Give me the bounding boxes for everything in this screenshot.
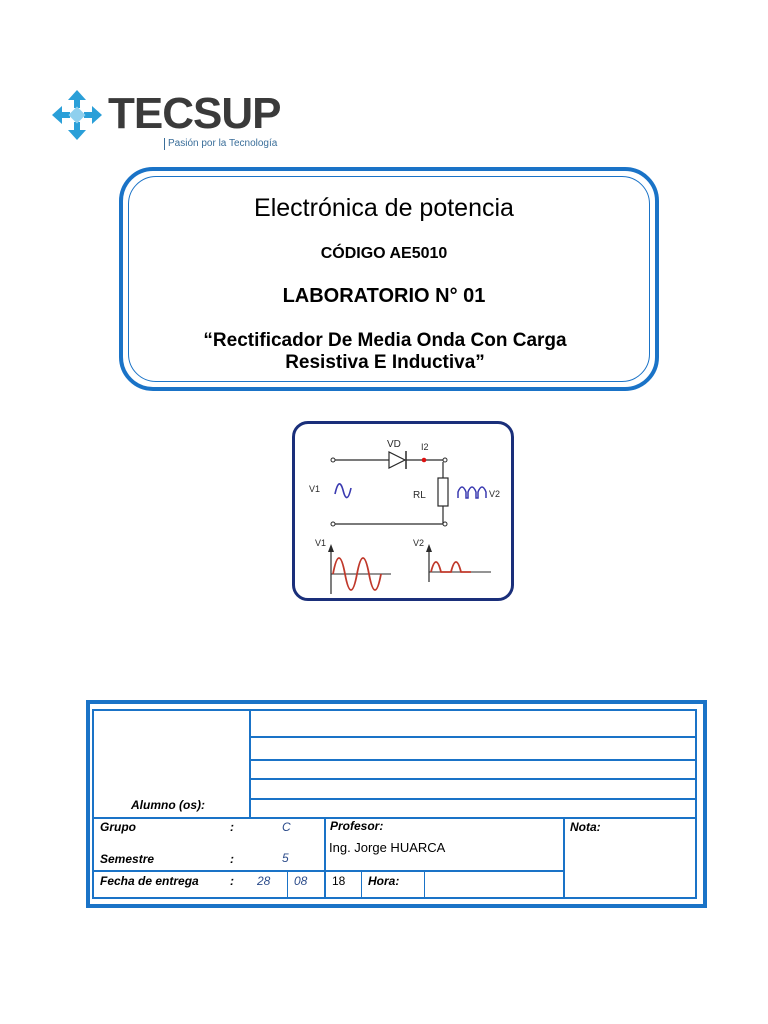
semestre-colon: :	[230, 852, 234, 866]
divider-row-4	[249, 798, 695, 800]
label-v1: V1	[309, 484, 321, 494]
input-sine-icon	[335, 484, 351, 498]
lab-subtitle	[160, 330, 610, 374]
current-dot	[422, 458, 427, 463]
terminal-top-left	[331, 458, 335, 462]
lab-number: LABORATORIO N° 01	[282, 285, 486, 307]
divider-row-2	[249, 759, 695, 761]
terminal-top-right	[443, 458, 447, 462]
plot-v1-arrow-icon	[328, 544, 334, 552]
grupo-value[interactable]: C	[282, 820, 291, 834]
output-halfwave-icon	[458, 487, 486, 498]
plot-label-v2: V2	[413, 538, 425, 548]
profesor-label: Profesor:	[330, 819, 384, 833]
divider-fecha-day-month	[287, 870, 288, 897]
plot-v2-waveform	[431, 562, 471, 572]
divider-alumno-col	[249, 711, 251, 817]
logo-tagline: Pasión por la Tecnología	[164, 138, 277, 150]
fecha-colon: :	[230, 874, 234, 888]
course-code: CÓDIGO AE5010	[320, 245, 448, 262]
resistor-symbol	[438, 478, 448, 506]
profesor-name: Ing. Jorge HUARCA	[329, 840, 446, 855]
divider-row-1	[249, 736, 695, 738]
hora-label: Hora:	[368, 874, 400, 888]
divider-fecha-row	[94, 870, 563, 872]
semestre-label: Semestre	[100, 852, 155, 866]
course-title: Electrónica de potencia	[254, 194, 514, 222]
circuit-diagram	[292, 421, 514, 601]
divider-hora-value	[424, 870, 425, 897]
divider-row-3	[249, 778, 695, 780]
divider-alumno-bottom	[94, 817, 695, 819]
grupo-label: Grupo	[100, 820, 136, 834]
label-v2: V2	[489, 489, 501, 499]
grupo-colon: :	[230, 820, 234, 834]
plot-v2-arrow-icon	[426, 544, 432, 552]
student-info-table	[86, 700, 707, 908]
alumno-label: Alumno (os):	[131, 798, 205, 812]
divider-nota-left	[563, 817, 565, 897]
label-vd: VD	[387, 439, 401, 450]
label-i2: I2	[421, 442, 429, 452]
fecha-year[interactable]: 18	[332, 874, 346, 888]
lab-subtitle-line-2: Resistiva E Inductiva”	[285, 352, 485, 373]
tecsup-logo-icon	[48, 86, 106, 144]
terminal-bottom-left	[331, 522, 335, 526]
nota-label: Nota:	[570, 820, 601, 834]
semestre-value[interactable]: 5	[282, 851, 289, 865]
half-wave-rectifier-schematic	[295, 424, 511, 598]
lab-subtitle-line-1: “Rectificador De Media Onda Con Carga	[203, 330, 567, 351]
terminal-bottom-right	[443, 522, 447, 526]
label-rl: RL	[413, 490, 426, 501]
divider-profesor-left	[324, 817, 326, 897]
tecsup-logo	[48, 86, 281, 152]
fecha-day[interactable]: 28	[257, 874, 271, 888]
diode-symbol	[389, 452, 405, 468]
logo-wordmark: TECSUP	[108, 89, 281, 138]
divider-fecha-hora	[361, 870, 362, 897]
fecha-label: Fecha de entrega	[100, 874, 199, 888]
fecha-month[interactable]: 08	[294, 874, 308, 888]
plot-label-v1: V1	[315, 538, 327, 548]
